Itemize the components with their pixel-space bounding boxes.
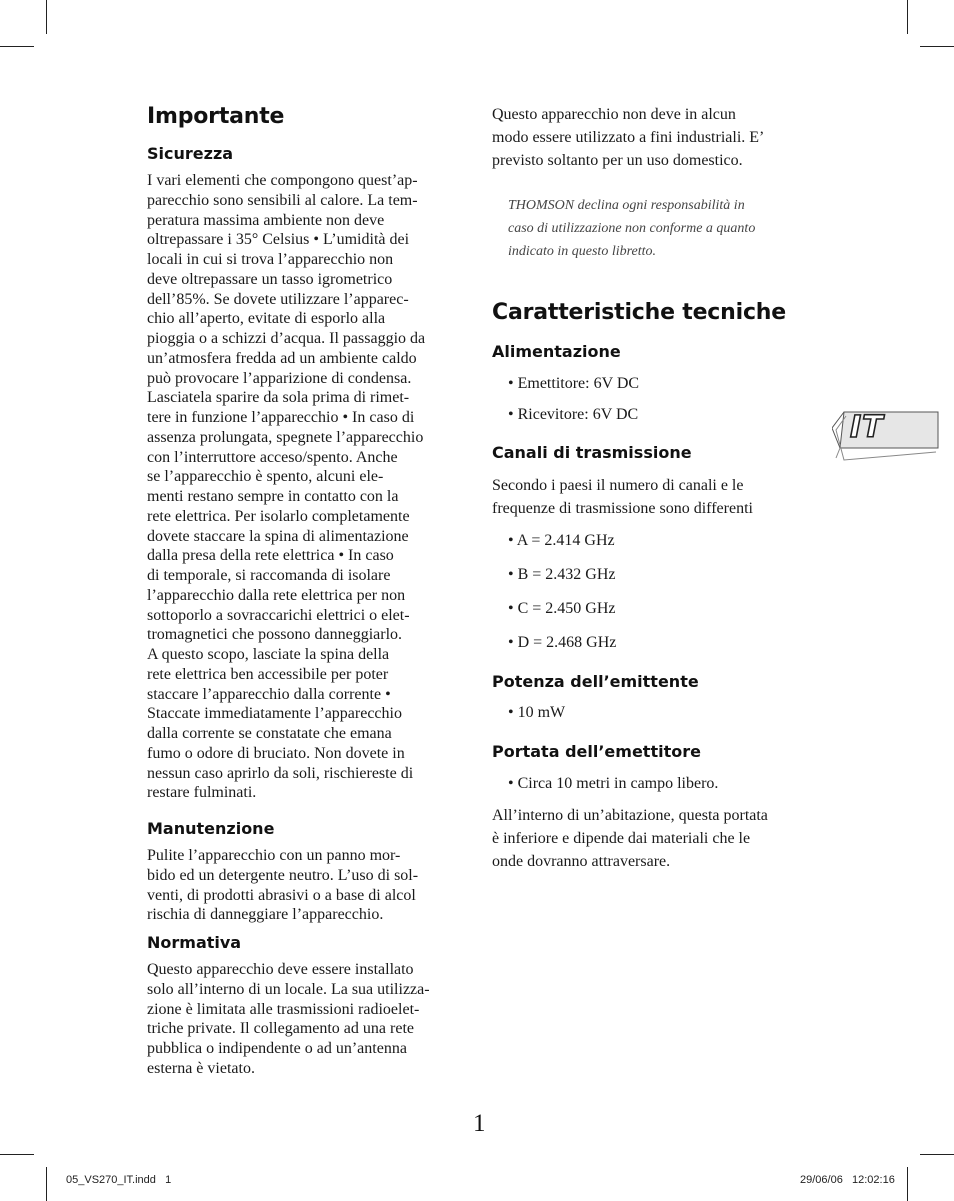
- text-line: restare fulminati.: [147, 784, 257, 802]
- list-item: • 10 mW: [508, 704, 566, 721]
- list-canali: [492, 531, 808, 652]
- crop-mark: [907, 0, 908, 34]
- text-line: con l’interruttore acceso/spento. Anche: [147, 448, 398, 466]
- text-line: dovete staccare la spina di alimentazione: [147, 527, 409, 545]
- section-title-caratteristiche: Caratteristiche tecniche: [492, 300, 786, 325]
- disclaimer-note: [492, 194, 792, 263]
- text-line: menti restano sempre in contatto con la: [147, 488, 399, 505]
- crop-mark: [907, 1167, 908, 1201]
- list-item: • D = 2.468 GHz: [508, 634, 617, 651]
- text-line: rete elettrica. Per isolarlo completamente: [147, 507, 410, 525]
- paragraph-portata: [492, 804, 808, 873]
- text-line: Questo apparecchio non deve in alcun: [492, 106, 736, 123]
- crop-mark: [0, 1154, 34, 1155]
- note-line: caso di utilizzazione non conforme a quanto: [508, 221, 756, 236]
- text-line: esterna è vietato.: [147, 1059, 255, 1077]
- paragraph-intro: [492, 103, 808, 172]
- text-line: parecchio sono sensibili al calore. La tem-: [147, 191, 418, 209]
- list-alimentazione: [492, 374, 808, 424]
- text-line: Pulite l’apparecchio con un panno mor-: [147, 847, 401, 864]
- slug-timestamp: 29/06/06 12:02:16: [800, 1174, 895, 1186]
- paragraph-canali: [492, 474, 808, 520]
- text-line: Lasciatela sparire da sola prima di rimet-: [147, 389, 410, 407]
- right-column: [492, 103, 808, 873]
- text-line: venti, di prodotti abrasivi o a base di alcol: [147, 886, 416, 904]
- language-label: IT: [850, 410, 884, 445]
- text-line: deve oltrepassare un tasso igrometrico: [147, 270, 393, 288]
- page-number: 1: [473, 1110, 486, 1137]
- text-line: Staccate immediatamente l’apparecchio: [147, 705, 402, 723]
- text-line: di temporale, si raccomanda di isolare: [147, 567, 391, 584]
- text-line: Questo apparecchio deve essere installato: [147, 961, 414, 978]
- text-line: può provocare l’apparizione di condensa.: [147, 369, 412, 387]
- slug-filename: 05_VS270_IT.indd 1: [66, 1174, 172, 1186]
- list-item: • Ricevitore: 6V DC: [508, 406, 639, 423]
- text-line: sottoporlo a sovraccarichi elettrici o elet-: [147, 606, 410, 624]
- crop-mark: [0, 46, 34, 47]
- text-line: rischia di danneggiare l’apparecchio.: [147, 906, 384, 924]
- text-line: previsto soltanto per un uso domestico.: [492, 152, 743, 169]
- note-line: indicato in questo libretto.: [508, 244, 657, 259]
- text-line: modo essere utilizzato a fini industriali. E’: [492, 129, 765, 146]
- text-line: dalla presa della rete elettrica • In caso: [147, 547, 394, 565]
- text-line: tromagnetici che possono danneggiarlo.: [147, 626, 403, 644]
- list-item: • C = 2.450 GHz: [508, 600, 616, 617]
- section-title-importante: Importante: [147, 104, 285, 129]
- text-line: rete elettrica ben accessibile per poter: [147, 665, 389, 683]
- text-line: un’atmosfera fredda ad un ambiente caldo: [147, 349, 417, 367]
- crop-mark: [920, 1154, 954, 1155]
- crop-mark: [920, 46, 954, 47]
- heading-sicurezza: Sicurezza: [147, 144, 234, 163]
- list-potenza: [492, 703, 808, 722]
- text-line: locali in cui si trova l’apparecchio non: [147, 251, 394, 268]
- text-line: fumo o odore di bruciato. Non dovete in: [147, 744, 405, 762]
- list-item: • Emettitore: 6V DC: [508, 375, 640, 392]
- text-line: dalla corrente se constatate che emana: [147, 725, 392, 742]
- heading-potenza: Potenza dell’emittente: [492, 672, 699, 691]
- heading-manutenzione: Manutenzione: [147, 819, 275, 838]
- heading-canali: Canali di trasmissione: [492, 443, 692, 462]
- list-item: • B = 2.432 GHz: [508, 566, 616, 583]
- text-line: peratura massima ambiente non deve: [147, 211, 385, 229]
- crop-mark: [46, 0, 47, 34]
- text-line: I vari elementi che compongono quest’ap-: [147, 172, 418, 189]
- heading-alimentazione: Alimentazione: [492, 342, 621, 361]
- text-line: solo all’interno di un locale. La sua utilizza-: [147, 980, 430, 998]
- text-line: zione è limitata alle trasmissioni radioelet-: [147, 1000, 420, 1018]
- text-line: dell’85%. Se dovete utilizzare l’apparec-: [147, 290, 409, 308]
- text-line: triche private. Il collegamento ad una rete: [147, 1020, 414, 1038]
- text-line: oltrepassare i 35° Celsius • L’umidità dei: [147, 231, 410, 249]
- text-line: è inferiore e dipende dai materiali che le: [492, 830, 751, 847]
- text-line: bido ed un detergente neutro. L’uso di sol-: [147, 866, 419, 884]
- text-line: nessun caso aprirlo da soli, rischiereste di: [147, 764, 414, 782]
- list-item: • Circa 10 metri in campo libero.: [508, 775, 719, 792]
- text-line: A questo scopo, lasciate la spina della: [147, 646, 390, 663]
- paragraph-sicurezza: [147, 171, 462, 803]
- text-line: All’interno di un’abitazione, questa portata: [492, 807, 768, 824]
- left-column: [147, 103, 462, 1079]
- note-line: THOMSON declina ogni responsabilità in: [508, 198, 745, 213]
- heading-portata: Portata dell’emettitore: [492, 742, 701, 761]
- text-line: pubblica o indipendente o ad un’antenna: [147, 1040, 407, 1057]
- text-line: pioggia o a schizzi d’acqua. Il passaggio da: [147, 330, 426, 347]
- list-item: • A = 2.414 GHz: [508, 532, 615, 549]
- paragraph-normativa: [147, 960, 462, 1079]
- crop-mark: [46, 1167, 47, 1201]
- heading-normativa: Normativa: [147, 933, 242, 952]
- text-line: frequenze di trasmissione sono differenti: [492, 500, 753, 517]
- text-line: chio all’aperto, evitate di esporlo alla: [147, 310, 386, 328]
- text-line: staccare l’apparecchio dalla corrente •: [147, 685, 391, 703]
- paragraph-manutenzione: [147, 846, 462, 925]
- list-portata: [492, 774, 808, 793]
- text-line: Secondo i paesi il numero di canali e le: [492, 477, 744, 494]
- text-line: assenza prolungata, spegnete l’apparecchio: [147, 428, 424, 446]
- text-line: se l’apparecchio è spento, alcuni ele-: [147, 468, 384, 486]
- text-line: onde dovranno attraversare.: [492, 853, 671, 870]
- text-line: tere in funzione l’apparecchio • In caso di: [147, 409, 415, 426]
- language-tab-shape: [832, 398, 940, 464]
- language-tab: [832, 398, 940, 464]
- text-line: l’apparecchio dalla rete elettrica per non: [147, 586, 406, 604]
